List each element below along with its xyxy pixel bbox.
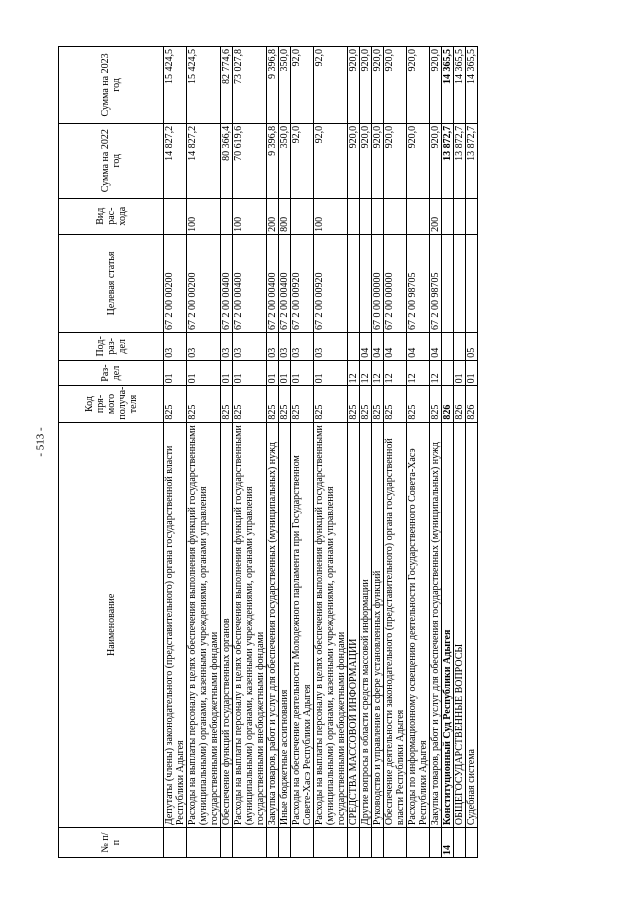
cell-podrazdel: 04 (372, 333, 384, 361)
cell-num (384, 828, 407, 858)
cell-article: 67 2 00 00400 (279, 234, 291, 332)
cell-vid (384, 198, 407, 234)
cell-sum2022: 920,0 (430, 123, 442, 198)
cell-razdel: 01 (233, 360, 267, 386)
cell-num (454, 828, 466, 858)
cell-sum2023: 14 365,5 (454, 47, 466, 124)
cell-vid (291, 198, 314, 234)
cell-sum2022: 92,0 (291, 123, 314, 198)
cell-vid: 100 (233, 198, 267, 234)
cell-name: Обеспечение деятельности законодательного (представительного) органа государственной власти Республики Адыгея (384, 422, 407, 828)
cell-article: 67 0 00 00000 (372, 234, 384, 332)
cell-num (372, 828, 384, 858)
cell-sum2023: 15 424,5 (164, 47, 187, 124)
cell-razdel: 12 (430, 360, 442, 386)
cell-article: 67 2 00 98705 (430, 234, 442, 332)
cell-sum2022: 13 872,7 (466, 123, 478, 198)
cell-sum2022: 920,0 (348, 123, 360, 198)
cell-sum2022: 9 396,8 (267, 123, 279, 198)
cell-name: Депутаты (члены) законодательного (представительного) органа государственной власти Республики Адыгея (164, 422, 187, 828)
cell-num (466, 828, 478, 858)
cell-vid (221, 198, 233, 234)
table-row (454, 47, 466, 858)
cell-vid (442, 198, 454, 234)
cell-num (360, 828, 372, 858)
cell-code: 825 (314, 386, 348, 422)
cell-sum2022: 920,0 (407, 123, 430, 198)
page-number: - 513 - (34, 427, 47, 457)
table-row (430, 47, 442, 858)
cell-num (279, 828, 291, 858)
cell-sum2023: 92,0 (291, 47, 314, 124)
cell-razdel: 01 (164, 360, 187, 386)
cell-razdel: 01 (267, 360, 279, 386)
cell-razdel: 01 (466, 360, 478, 386)
table-row (279, 47, 291, 858)
cell-name: Расходы по информационному освещению деятельности Государственного Совета-Хасэ Республики Адыгея (407, 422, 430, 828)
cell-code: 825 (187, 386, 221, 422)
cell-name: СРЕДСТВА МАССОВОЙ ИНФОРМАЦИИ (348, 422, 360, 828)
cell-sum2022: 80 366,4 (221, 123, 233, 198)
cell-sum2023: 920,0 (384, 47, 407, 124)
cell-vid: 100 (314, 198, 348, 234)
cell-vid (407, 198, 430, 234)
cell-podrazdel: 04 (384, 333, 407, 361)
cell-article: 67 2 00 98705 (407, 234, 430, 332)
table-header-row (59, 47, 164, 858)
cell-sum2023: 14 365,5 (442, 47, 454, 124)
cell-name: Обеспечение функций государственных органов (221, 422, 233, 828)
cell-sum2022: 14 827,2 (187, 123, 221, 198)
cell-num (291, 828, 314, 858)
cell-podrazdel: 03 (267, 333, 279, 361)
table-row (164, 47, 187, 858)
cell-vid: 800 (279, 198, 291, 234)
cell-vid (348, 198, 360, 234)
table-row (384, 47, 407, 858)
cell-article (360, 234, 372, 332)
header-article: Целевая статья (59, 234, 164, 332)
table-row (221, 47, 233, 858)
cell-name: ОБЩЕГОСУДАРСТВЕННЫЕ ВОПРОСЫ (454, 422, 466, 828)
table-row (372, 47, 384, 858)
cell-sum2023: 920,0 (372, 47, 384, 124)
table-row (187, 47, 221, 858)
cell-code: 826 (454, 386, 466, 422)
cell-article: 67 2 00 00400 (221, 234, 233, 332)
header-sum2022: Сумма на 2022 год (59, 123, 164, 198)
header-code: Код пря-мого получа-теля (59, 386, 164, 422)
cell-vid (164, 198, 187, 234)
cell-sum2023: 920,0 (430, 47, 442, 124)
cell-podrazdel: 04 (430, 333, 442, 361)
cell-name: Расходы на выплаты персоналу в целях обеспечения выполнения функций государственными (муниципальными) органами, казенными учреждениями, органами управления государственными внебюджетными фондами (314, 422, 348, 828)
cell-name: Закупка товаров, работ и услуг для обеспечения государственных (муниципальных) нужд (267, 422, 279, 828)
cell-article: 67 2 00 00000 (384, 234, 407, 332)
cell-article (466, 234, 478, 332)
cell-razdel: 01 (221, 360, 233, 386)
cell-podrazdel: 04 (360, 333, 372, 361)
cell-razdel: 01 (454, 360, 466, 386)
cell-sum2022: 350,0 (279, 123, 291, 198)
cell-num (407, 828, 430, 858)
cell-podrazdel (348, 333, 360, 361)
cell-razdel: 12 (407, 360, 430, 386)
cell-sum2023: 82 774,6 (221, 47, 233, 124)
cell-num (430, 828, 442, 858)
cell-sum2023: 14 365,5 (466, 47, 478, 124)
cell-num (267, 828, 279, 858)
cell-name: Закупка товаров, работ и услуг для обеспечения государственных (муниципальных) нужд (430, 422, 442, 828)
cell-sum2023: 92,0 (314, 47, 348, 124)
cell-code: 825 (233, 386, 267, 422)
cell-code: 825 (291, 386, 314, 422)
cell-num (187, 828, 221, 858)
cell-article (442, 234, 454, 332)
cell-sum2023: 73 027,8 (233, 47, 267, 124)
cell-razdel (442, 360, 454, 386)
cell-article: 67 2 00 00400 (233, 234, 267, 332)
cell-code: 826 (466, 386, 478, 422)
cell-podrazdel: 05 (466, 333, 478, 361)
cell-razdel: 01 (314, 360, 348, 386)
cell-article: 67 2 00 00400 (267, 234, 279, 332)
rotated-table-wrapper (58, 46, 576, 858)
table-row (267, 47, 279, 858)
cell-sum2023: 350,0 (279, 47, 291, 124)
cell-name: Расходы на выплаты персоналу в целях обеспечения выполнения функций государственными (муниципальными) органами, казенными учреждениями, органами управления государственными внебюджетными фондами (187, 422, 221, 828)
cell-code: 825 (279, 386, 291, 422)
cell-podrazdel (454, 333, 466, 361)
cell-podrazdel: 03 (279, 333, 291, 361)
header-razdel: Раз-дел (59, 360, 164, 386)
cell-sum2022: 13 872,7 (454, 123, 466, 198)
cell-num (164, 828, 187, 858)
cell-code: 825 (221, 386, 233, 422)
cell-code: 825 (372, 386, 384, 422)
cell-razdel: 01 (279, 360, 291, 386)
table-row (314, 47, 348, 858)
cell-article: 67 2 00 00920 (291, 234, 314, 332)
cell-sum2023: 920,0 (348, 47, 360, 124)
cell-name: Судебная система (466, 422, 478, 828)
cell-code: 826 (442, 386, 454, 422)
header-num: № п/п (59, 828, 164, 858)
header-vid: Вид рас-хода (59, 198, 164, 234)
cell-razdel: 12 (360, 360, 372, 386)
cell-razdel: 12 (348, 360, 360, 386)
cell-razdel: 12 (384, 360, 407, 386)
cell-vid: 200 (267, 198, 279, 234)
cell-sum2023: 15 424,5 (187, 47, 221, 124)
cell-sum2022: 14 827,2 (164, 123, 187, 198)
table-row (466, 47, 478, 858)
cell-podrazdel (442, 333, 454, 361)
cell-name: Руководство и управление в сфере установленных функций (372, 422, 384, 828)
cell-sum2023: 920,0 (407, 47, 430, 124)
cell-vid (454, 198, 466, 234)
cell-podrazdel: 03 (314, 333, 348, 361)
cell-num (348, 828, 360, 858)
budget-table (58, 46, 478, 858)
cell-vid (360, 198, 372, 234)
cell-podrazdel: 03 (233, 333, 267, 361)
cell-name: Другие вопросы в области средств массовой информации (360, 422, 372, 828)
table-body (164, 47, 478, 858)
cell-sum2022: 920,0 (372, 123, 384, 198)
cell-vid (372, 198, 384, 234)
cell-vid: 100 (187, 198, 221, 234)
cell-name: Расходы на обеспечение деятельности Молодежного парламента при Государственном Совете-Хасэ Республики Адыгея (291, 422, 314, 828)
cell-razdel: 12 (372, 360, 384, 386)
cell-name: Расходы на выплаты персоналу в целях обеспечения выполнения функций государственными (муниципальными) органами, казенными учреждениями, органами управления государственными внебюджетными фондами (233, 422, 267, 828)
cell-code: 825 (407, 386, 430, 422)
cell-num: 14 (442, 828, 454, 858)
cell-article: 67 2 00 00200 (164, 234, 187, 332)
header-podrazdel: Под-раз-дел (59, 333, 164, 361)
cell-code: 825 (267, 386, 279, 422)
cell-sum2023: 9 396,8 (267, 47, 279, 124)
table-row (291, 47, 314, 858)
cell-sum2023: 920,0 (360, 47, 372, 124)
cell-podrazdel: 03 (221, 333, 233, 361)
cell-article: 67 2 00 00920 (314, 234, 348, 332)
cell-sum2022: 70 619,6 (233, 123, 267, 198)
table-row (233, 47, 267, 858)
cell-razdel: 01 (187, 360, 221, 386)
table-row (442, 47, 454, 858)
cell-num (221, 828, 233, 858)
cell-name: Конституционный Суд Республики Адыгея (442, 422, 454, 828)
cell-vid (466, 198, 478, 234)
cell-code: 825 (360, 386, 372, 422)
header-sum2023: Сумма на 2023 год (59, 47, 164, 124)
cell-podrazdel: 03 (291, 333, 314, 361)
cell-num (314, 828, 348, 858)
table-row (407, 47, 430, 858)
cell-num (233, 828, 267, 858)
cell-article (454, 234, 466, 332)
cell-code: 825 (430, 386, 442, 422)
cell-razdel: 01 (291, 360, 314, 386)
cell-code: 825 (384, 386, 407, 422)
cell-article (348, 234, 360, 332)
cell-sum2022: 920,0 (384, 123, 407, 198)
cell-code: 825 (164, 386, 187, 422)
cell-article: 67 2 00 00200 (187, 234, 221, 332)
table-row (360, 47, 372, 858)
cell-podrazdel: 03 (187, 333, 221, 361)
cell-code: 825 (348, 386, 360, 422)
header-name: Наименование (59, 422, 164, 828)
cell-vid: 200 (430, 198, 442, 234)
cell-sum2022: 13 872,7 (442, 123, 454, 198)
cell-podrazdel: 04 (407, 333, 430, 361)
cell-podrazdel: 03 (164, 333, 187, 361)
cell-sum2022: 920,0 (360, 123, 372, 198)
cell-sum2022: 92,0 (314, 123, 348, 198)
table-row (348, 47, 360, 858)
cell-name: Иные бюджетные ассигнования (279, 422, 291, 828)
